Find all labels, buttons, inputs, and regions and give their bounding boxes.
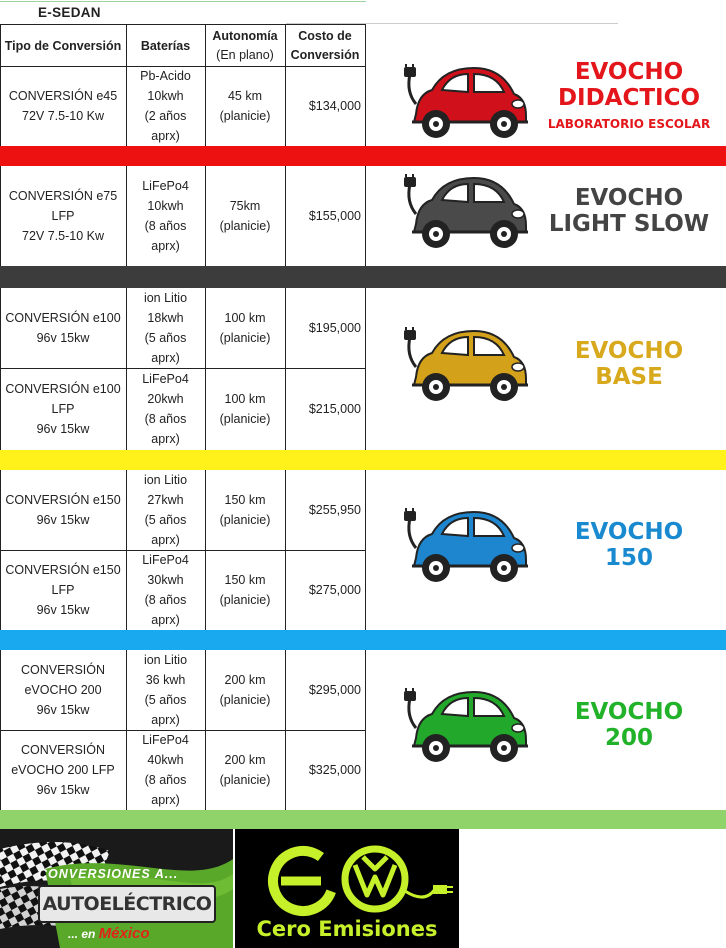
cell-line: CONVERSIÓN e150 [5, 493, 121, 507]
cell-line: LFP [51, 583, 75, 597]
column-divider [285, 288, 286, 368]
costo-cell [285, 166, 365, 266]
cell-line: 30kwh [147, 573, 184, 587]
column-divider [365, 66, 366, 146]
column-divider [205, 730, 206, 810]
column-divider [285, 650, 286, 730]
costo-cell [285, 470, 365, 550]
column-divider [126, 650, 127, 730]
cell-line: 200 km [224, 753, 266, 767]
cell-line: 10kwh [147, 199, 184, 213]
beetle-car-icon [402, 327, 532, 407]
cell-line: (8 años [144, 219, 187, 233]
column-divider [126, 24, 127, 66]
cell-line: aprx) [151, 239, 180, 253]
brand-title [532, 339, 726, 391]
brand-subtitle: LABORATORIO ESCOLAR [547, 116, 711, 131]
column-divider [285, 730, 286, 810]
brand-line2: DIDACTICO [557, 84, 701, 111]
column-divider [0, 550, 1, 630]
cell-line: 96v 15kw [36, 422, 90, 436]
autonomia-cell [205, 66, 285, 146]
price-value: $155,000 [308, 209, 361, 223]
price-value: $255,950 [308, 503, 361, 517]
cell-line: CONVERSIÓN [20, 663, 106, 677]
autonomia-cell [205, 650, 285, 730]
autonomia-cell [205, 288, 285, 368]
cell-line: (8 años [144, 773, 187, 787]
price-value: $195,000 [308, 321, 361, 335]
rule [0, 24, 366, 25]
bateria-cell [126, 288, 205, 368]
column-divider [126, 730, 127, 810]
column-divider [285, 66, 286, 146]
cell-line: 96v 15kw [36, 513, 90, 527]
cell-line: 20kwh [147, 392, 184, 406]
cell-line: 75km [229, 199, 261, 213]
autoelectrico-logo [0, 829, 233, 948]
cell-line: LFP [51, 402, 75, 416]
column-divider [205, 288, 206, 368]
cell-line: CONVERSIÓN e100 [5, 311, 121, 325]
costo-cell [285, 650, 365, 730]
cell-line: (5 años [144, 513, 187, 527]
price-value: $325,000 [308, 763, 361, 777]
cell-line: (8 años [144, 412, 187, 426]
column-divider [365, 650, 366, 730]
rule [286, 23, 618, 24]
column-divider [0, 730, 1, 810]
column-divider [0, 166, 1, 266]
column-divider [205, 66, 206, 146]
column-divider [205, 650, 206, 730]
tipo-cell [0, 730, 126, 810]
column-divider [126, 288, 127, 368]
cell-line: ion Litio [143, 291, 188, 305]
price-value: $215,000 [308, 402, 361, 416]
cell-line: (planicie) [219, 412, 271, 426]
tipo-cell [0, 166, 126, 266]
column-divider [365, 550, 366, 630]
section-band [0, 630, 726, 650]
column-divider [126, 550, 127, 630]
cell-line: 27kwh [147, 493, 184, 507]
cell-line: eVOCHO 200 [24, 683, 102, 697]
cell-line: aprx) [151, 351, 180, 365]
costo-cell [285, 730, 365, 810]
brand-title [532, 186, 726, 238]
column-divider [365, 24, 366, 66]
cell-line: 150 km [224, 573, 266, 587]
cell-line: aprx) [151, 713, 180, 727]
column-divider [365, 730, 366, 810]
column-divider [0, 288, 1, 368]
cell-line: 72V 7.5-10 Kw [22, 229, 104, 243]
column-divider [0, 368, 1, 450]
cell-line: (5 años [144, 693, 187, 707]
brand-line1: EVOCHO [574, 185, 684, 211]
column-divider [205, 24, 206, 66]
cell-line: 100 km [224, 392, 266, 406]
cell-line: 40kwh [147, 753, 184, 767]
column-divider [126, 66, 127, 146]
beetle-car-icon [402, 688, 532, 768]
column-header-autonomia: Autonomía (En plano) [212, 29, 278, 62]
cell-line: CONVERSIÓN e45 [8, 89, 118, 103]
cell-line: (planicie) [219, 331, 271, 345]
costo-cell [285, 368, 365, 450]
cell-line: CONVERSIÓN e150 [5, 563, 121, 577]
column-divider [126, 368, 127, 450]
column-divider [205, 166, 206, 266]
logo-top-text: CONVERSIONES A... [38, 867, 179, 881]
cell-line: ion Litio [143, 473, 188, 487]
column-divider [365, 368, 366, 450]
tipo-cell [0, 550, 126, 630]
column-divider [285, 550, 286, 630]
cell-line: 150 km [224, 493, 266, 507]
column-divider [126, 166, 127, 266]
section-band [0, 266, 726, 288]
logo-main-text: AUTOELÉCTRICO [38, 885, 216, 923]
bateria-cell [126, 730, 205, 810]
column-divider [365, 288, 366, 368]
brand-line1: EVOCHO [574, 699, 684, 725]
cell-line: (planicie) [219, 109, 271, 123]
tipo-cell [0, 650, 126, 730]
column-divider [285, 368, 286, 450]
cell-line: (5 años [144, 331, 187, 345]
column-divider [365, 166, 366, 266]
brand-line2: BASE [595, 363, 663, 390]
cell-line: 10kwh [147, 89, 184, 103]
bateria-cell [126, 470, 205, 550]
brand-line2: LIGHT SLOW [548, 210, 710, 237]
cero-emisiones-text: Cero Emisiones [256, 917, 438, 941]
beetle-car-icon [402, 174, 532, 254]
cell-line: aprx) [151, 793, 180, 807]
cell-line: 45 km [227, 89, 263, 103]
cell-line: aprx) [151, 533, 180, 547]
cell-line: LiFePo4 [142, 733, 189, 747]
cell-line: (planicie) [219, 773, 271, 787]
brand-title [532, 60, 726, 131]
cell-line: (planicie) [219, 219, 271, 233]
brand-title [532, 520, 726, 572]
column-divider [205, 550, 206, 630]
table-title: E-SEDAN [38, 5, 101, 20]
cell-line: (planicie) [219, 513, 271, 527]
cell-line: aprx) [151, 613, 180, 627]
cell-line: 96v 15kw [36, 703, 90, 717]
beetle-car-icon [402, 64, 532, 144]
brand-line1: EVOCHO [574, 59, 684, 85]
autonomia-cell [205, 550, 285, 630]
autonomia-cell [205, 470, 285, 550]
cell-line: aprx) [151, 129, 180, 143]
tipo-cell [0, 470, 126, 550]
cero-emisiones-logo [235, 829, 459, 948]
column-divider [285, 166, 286, 266]
cell-line: aprx) [151, 432, 180, 446]
bateria-cell [126, 166, 205, 266]
cell-line: 36 kwh [145, 673, 186, 687]
cell-line: eVOCHO 200 LFP [11, 763, 115, 777]
section-band [0, 810, 726, 829]
autonomia-cell [205, 368, 285, 450]
section-band [0, 450, 726, 470]
column-divider [0, 470, 1, 550]
column-divider [0, 66, 1, 146]
bateria-cell [126, 650, 205, 730]
brand-line2: 150 [604, 544, 653, 571]
cell-line: ion Litio [143, 653, 188, 667]
price-value: $134,000 [308, 99, 361, 113]
beetle-car-icon [402, 508, 532, 588]
cell-line: 200 km [224, 673, 266, 687]
tipo-cell [0, 66, 126, 146]
cell-line: (2 años [144, 109, 187, 123]
column-divider [205, 470, 206, 550]
cell-line: Pb-Acido [140, 69, 191, 83]
brand-line1: EVOCHO [574, 338, 684, 364]
cell-line: CONVERSIÓN e75 [8, 189, 118, 203]
cell-line: LiFePo4 [142, 179, 189, 193]
cell-line: CONVERSIÓN e100 [5, 382, 121, 396]
cell-line: 100 km [224, 311, 266, 325]
price-value: $275,000 [308, 583, 361, 597]
cell-line: 96v 15kw [36, 603, 90, 617]
tipo-cell [0, 368, 126, 450]
cell-line: (planicie) [219, 693, 271, 707]
cell-line: LiFePo4 [142, 553, 189, 567]
cell-line: (planicie) [219, 593, 271, 607]
costo-cell [285, 550, 365, 630]
brand-title [532, 700, 726, 752]
brand-line2: 200 [604, 724, 653, 751]
column-divider [365, 470, 366, 550]
bateria-cell [126, 66, 205, 146]
autonomia-cell [205, 166, 285, 266]
cell-line: CONVERSIÓN [20, 743, 106, 757]
autonomia-cell [205, 730, 285, 810]
costo-cell [285, 288, 365, 368]
costo-cell [285, 66, 365, 146]
column-header-costo: Costo de Conversión [290, 29, 360, 62]
cell-line: LiFePo4 [142, 372, 189, 386]
cell-line: 96v 15kw [36, 331, 90, 345]
bateria-cell [126, 550, 205, 630]
section-band [0, 146, 726, 166]
top-rule [0, 1, 366, 2]
brand-line1: EVOCHO [574, 519, 684, 545]
column-header-baterias: Baterías [140, 38, 191, 53]
column-divider [0, 650, 1, 730]
column-divider [285, 24, 286, 66]
cell-line: 96v 15kw [36, 783, 90, 797]
cell-line: 18kwh [147, 311, 184, 325]
cell-line: LFP [51, 209, 75, 223]
logo-sub-text: ... en México [68, 925, 150, 942]
column-divider [285, 470, 286, 550]
bateria-cell [126, 368, 205, 450]
price-value: $295,000 [308, 683, 361, 697]
column-divider [0, 24, 1, 66]
column-divider [126, 470, 127, 550]
column-divider [205, 368, 206, 450]
column-header-tipo: Tipo de Conversión [4, 38, 122, 53]
tipo-cell [0, 288, 126, 368]
cell-line: (8 años [144, 593, 187, 607]
cell-line: 72V 7.5-10 Kw [22, 109, 104, 123]
